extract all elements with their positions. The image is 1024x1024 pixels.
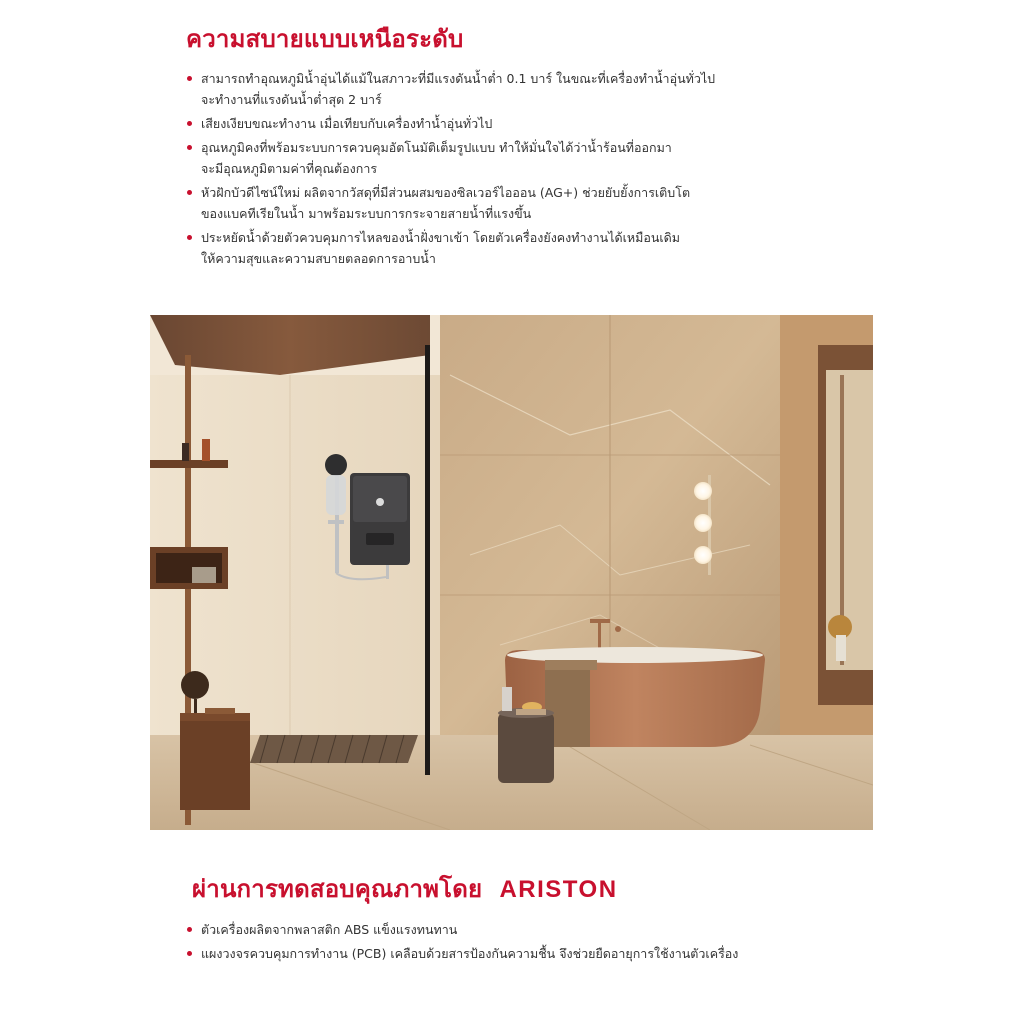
list-item <box>186 227 946 269</box>
quality-section <box>186 874 986 967</box>
list-item <box>186 919 986 940</box>
list-item <box>186 943 986 964</box>
list-item-line: ประหยัดน้ำด้วยตัวควบคุมการไหลของน้ำฝั่งขาเข้า โดยตัวเครื่องยังคงทำงานได้เหมือนเดิม <box>201 230 681 245</box>
list-item-line: ของแบคทีเรียในน้ำ มาพร้อมระบบการกระจายสายน้ำที่แรงขึ้น <box>201 206 532 221</box>
list-item-line: หัวฝักบัวดีไซน์ใหม่ ผลิตจากวัสดุที่มีส่วนผสมของซิลเวอร์ไอออน (AG+) ช่วยยับยั้งการเติบโต <box>201 185 691 200</box>
comfort-feature-list <box>186 68 946 269</box>
list-item-line: จะมีอุณหภูมิตามค่าที่คุณต้องการ <box>201 161 378 176</box>
list-item <box>186 182 946 224</box>
list-item <box>186 68 946 110</box>
list-item-line: อุณหภูมิคงที่พร้อมระบบการควบคุมอัตโนมัติเต็มรูปแบบ ทำให้มั่นใจได้ว่าน้ำร้อนที่ออกมา <box>201 140 672 155</box>
quality-heading-text: ผ่านการทดสอบคุณภาพโดย <box>192 875 483 903</box>
quality-feature-list <box>186 919 986 964</box>
quality-heading <box>192 874 986 905</box>
list-item-line: ให้ความสุขและความสบายตลอดการอาบน้ำ <box>201 251 436 266</box>
list-item <box>186 137 946 179</box>
bathroom-photo <box>150 315 873 830</box>
list-item <box>186 113 946 134</box>
list-item-line: จะทำงานที่แรงดันน้ำต่ำสุด 2 บาร์ <box>201 92 382 107</box>
list-item-line: สามารถทำอุณหภูมิน้ำอุ่นได้แม้ในสภาวะที่มีแรงดันน้ำต่ำ 0.1 บาร์ ในขณะที่เครื่องทำน้ำอุ่นทั่วไป <box>201 71 716 86</box>
comfort-heading: ความสบายแบบเหนือระดับ <box>186 25 464 53</box>
bathroom-illustration <box>150 315 873 830</box>
list-item-line: ตัวเครื่องผลิตจากพลาสติก ABS แข็งแรงทนทาน <box>201 922 458 937</box>
list-item-line: แผงวงจรควบคุมการทำงาน (PCB) เคลือบด้วยสารป้องกันความชื้น จึงช่วยยืดอายุการใช้งานตัวเครื่อง <box>201 946 739 961</box>
brand-name: ARISTON <box>499 876 618 903</box>
comfort-section <box>186 24 946 272</box>
list-item-line: เสียงเงียบขณะทำงาน เมื่อเทียบกับเครื่องทำน้ำอุ่นทั่วไป <box>201 116 493 131</box>
